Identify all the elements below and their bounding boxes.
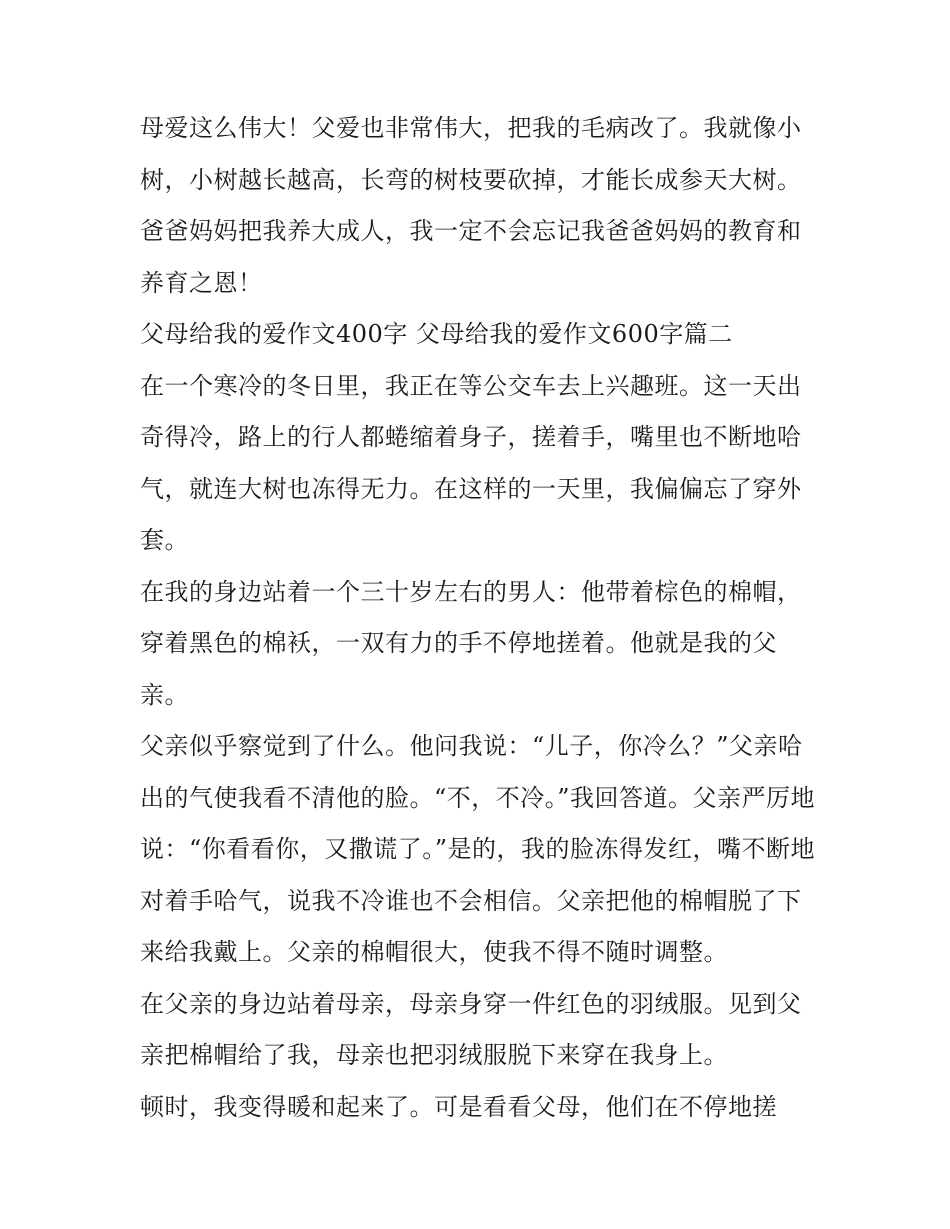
paragraph-cold-day: 在一个寒冷的冬日里，我正在等公交车去上兴趣班。这一天出奇得冷，路上的行人都蜷缩着身子，搓着手，嘴里也不断地哈气，就连大树也冻得无力。在这样的一天里，我偏偏忘了穿外套。 — [140, 371, 802, 554]
document-body — [140, 103, 820, 1133]
paragraph-warm: 顿时，我变得暖和起来了。可是看看父母，他们在不停地搓 — [140, 1092, 777, 1121]
paragraph-intro: 母爱这么伟大！父爱也非常伟大，把我的毛病改了。我就像小树，小树越长越高，长弯的树枝要砍掉，才能长成参天大树。爸爸妈妈把我养大成人，我一定不会忘记我爸爸妈妈的教育和养育之恩！ — [140, 114, 802, 297]
section-heading: 父母给我的爱作文400字 父母给我的爱作文600字篇二 — [140, 320, 733, 348]
paragraph-dialogue: 父亲似乎察觉到了什么。他问我说：“儿子，你冷么？”父亲哈出的气使我看不清他的脸。“不，不冷。”我回答道。父亲严厉地说：“你看看你，又撒谎了。”是的，我的脸冻得发红，嘴不断地对着手哈气，说我不冷谁也不会相信。父亲把他的棉帽脱了下来给我戴上。父亲的棉帽很大，使我不得不随时调整。 — [140, 732, 816, 966]
paragraph-father: 在我的身边站着一个三十岁左右的男人：他带着棕色的棉帽，穿着黑色的棉袄，一双有力的手不停地搓着。他就是我的父亲。 — [140, 577, 802, 709]
paragraph-mother: 在父亲的身边站着母亲，母亲身穿一件红色的羽绒服。见到父亲把棉帽给了我，母亲也把羽绒服脱下来穿在我身上。 — [140, 989, 802, 1069]
